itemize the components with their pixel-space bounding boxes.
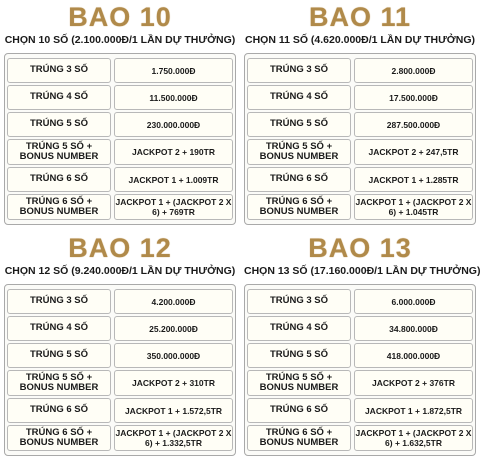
tier-label: TRÚNG 6 SỐ + BONUS NUMBER [7, 194, 111, 220]
tier-prize: JACKPOT 2 + 190TR [114, 139, 233, 165]
tier-label: TRÚNG 6 SỐ [247, 167, 351, 192]
bao-10-panel [4, 2, 236, 225]
prize-table [4, 53, 236, 225]
prize-table [4, 284, 236, 456]
table-row [7, 370, 233, 396]
tier-label: TRÚNG 4 SỐ [247, 85, 351, 110]
table-row [247, 85, 473, 110]
table-row [7, 316, 233, 341]
tier-label: TRÚNG 5 SỐ [7, 343, 111, 368]
table-row [7, 58, 233, 83]
tier-label: TRÚNG 5 SỐ [7, 112, 111, 137]
table-row [7, 398, 233, 423]
table-row [7, 289, 233, 314]
table-row [7, 85, 233, 110]
tier-label: TRÚNG 5 SỐ + BONUS NUMBER [247, 370, 351, 396]
tier-label: TRÚNG 5 SỐ + BONUS NUMBER [247, 139, 351, 165]
tier-prize: JACKPOT 1 + (JACKPOT 2 X 6) + 1.632,5TR [354, 425, 473, 451]
panel-subtitle: CHỌN 11 SỐ (4.620.000Đ/1 LẦN DỰ THƯỞNG) [244, 34, 476, 46]
table-row [247, 398, 473, 423]
bao-13-panel [244, 233, 480, 456]
tier-label: TRÚNG 6 SỐ [7, 398, 111, 423]
tier-prize: JACKPOT 1 + 1.872,5TR [354, 398, 473, 423]
tier-prize: 17.500.000Đ [354, 85, 473, 110]
panel-subtitle: CHỌN 10 SỐ (2.100.000Đ/1 LẦN DỰ THƯỞNG) [4, 34, 236, 46]
tier-label: TRÚNG 6 SỐ [247, 398, 351, 423]
tier-label: TRÚNG 4 SỐ [247, 316, 351, 341]
tier-label: TRÚNG 4 SỐ [7, 85, 111, 110]
table-row [7, 139, 233, 165]
table-row [247, 316, 473, 341]
tier-prize: 4.200.000Đ [114, 289, 233, 314]
tier-label: TRÚNG 6 SỐ + BONUS NUMBER [247, 425, 351, 451]
panel-subtitle: CHỌN 13 SỐ (17.160.000Đ/1 LẦN DỰ THƯỞNG) [244, 265, 480, 277]
table-row [7, 343, 233, 368]
tier-prize: 418.000.000Đ [354, 343, 473, 368]
panel-title: BAO 13 [308, 233, 412, 263]
tier-prize: 11.500.000Đ [114, 85, 233, 110]
tier-prize: JACKPOT 1 + (JACKPOT 2 X 6) + 1.332,5TR [114, 425, 233, 451]
tier-label: TRÚNG 5 SỐ + BONUS NUMBER [7, 139, 111, 165]
tier-prize: 1.750.000Đ [114, 58, 233, 83]
tier-prize: JACKPOT 1 + 1.572,5TR [114, 398, 233, 423]
table-row [247, 343, 473, 368]
tier-prize: 2.800.000Đ [354, 58, 473, 83]
table-row [247, 112, 473, 137]
tier-prize: 6.000.000Đ [354, 289, 473, 314]
tier-label: TRÚNG 4 SỐ [7, 316, 111, 341]
panel-title: BAO 11 [308, 2, 412, 32]
table-row [247, 370, 473, 396]
table-row [7, 425, 233, 451]
tier-prize: JACKPOT 2 + 247,5TR [354, 139, 473, 165]
tier-label: TRÚNG 3 SỐ [7, 289, 111, 314]
tier-label: TRÚNG 3 SỐ [247, 58, 351, 83]
panel-title: BAO 10 [68, 2, 172, 32]
table-row [7, 167, 233, 192]
table-row [247, 167, 473, 192]
tier-prize: JACKPOT 2 + 310TR [114, 370, 233, 396]
tier-label: TRÚNG 6 SỐ [7, 167, 111, 192]
table-row [7, 112, 233, 137]
table-row [247, 425, 473, 451]
tier-prize: JACKPOT 1 + (JACKPOT 2 X 6) + 1.045TR [354, 194, 473, 220]
tier-prize: 34.800.000Đ [354, 316, 473, 341]
bao-11-panel [244, 2, 476, 225]
tier-prize: 350.000.000Đ [114, 343, 233, 368]
tier-label: TRÚNG 6 SỐ + BONUS NUMBER [7, 425, 111, 451]
tier-prize: 287.500.000Đ [354, 112, 473, 137]
tier-prize: JACKPOT 1 + 1.285TR [354, 167, 473, 192]
panel-title: BAO 12 [68, 233, 172, 263]
tier-label: TRÚNG 5 SỐ + BONUS NUMBER [7, 370, 111, 396]
tier-prize: 25.200.000Đ [114, 316, 233, 341]
tier-prize: 230.000.000Đ [114, 112, 233, 137]
tier-prize: JACKPOT 1 + (JACKPOT 2 X 6) + 769TR [114, 194, 233, 220]
tier-prize: JACKPOT 1 + 1.009TR [114, 167, 233, 192]
prize-table [244, 284, 476, 456]
tier-label: TRÚNG 5 SỐ [247, 343, 351, 368]
bao-12-panel [4, 233, 236, 456]
table-row [247, 58, 473, 83]
table-row [247, 139, 473, 165]
table-row [7, 194, 233, 220]
tier-label: TRÚNG 5 SỐ [247, 112, 351, 137]
tier-prize: JACKPOT 2 + 376TR [354, 370, 473, 396]
table-row [247, 194, 473, 220]
tier-label: TRÚNG 6 SỐ + BONUS NUMBER [247, 194, 351, 220]
prize-table [244, 53, 476, 225]
panel-subtitle: CHỌN 12 SỐ (9.240.000Đ/1 LẦN DỰ THƯỞNG) [4, 265, 236, 277]
table-row [247, 289, 473, 314]
tier-label: TRÚNG 3 SỐ [247, 289, 351, 314]
tier-label: TRÚNG 3 SỐ [7, 58, 111, 83]
